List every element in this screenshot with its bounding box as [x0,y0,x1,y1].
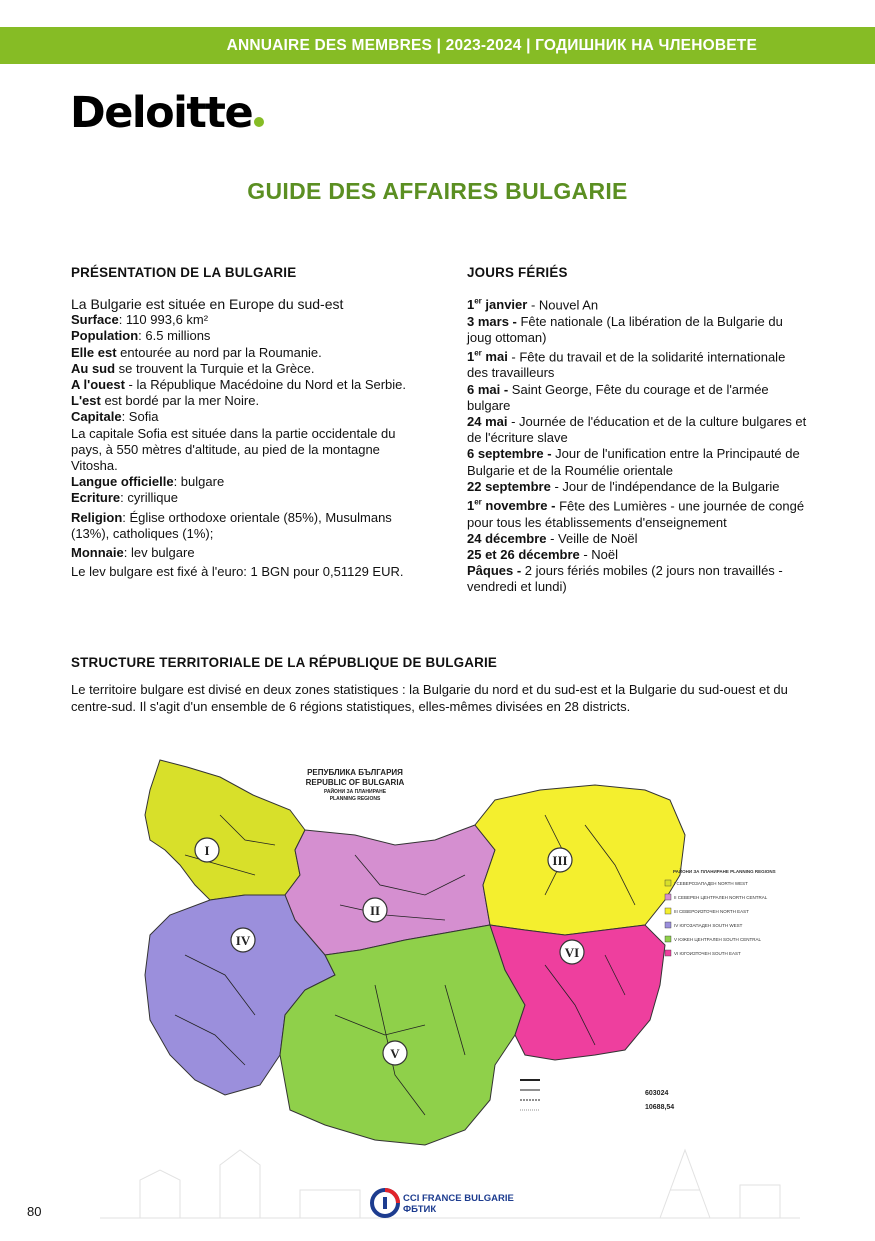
holiday-text: Fête des Lumières - une journée de congé pour tous les établissements d'enseignement [467,498,805,530]
legend-title: РАЙОНИ ЗА ПЛАНИРАНЕ PLANNING REGIONS [673,869,776,874]
region-label: II [369,903,381,918]
north-line: Elle est entourée au nord par la Roumanie. [71,344,322,360]
holiday-item [467,531,807,547]
holiday-item [467,294,807,314]
legend-item: V ЮЖЕН ЦЕНТРАЛЕН SOUTH CENTRAL [674,937,761,942]
language-line: Langue officielle: bulgare [71,474,225,490]
holiday-text: - Noël [579,547,619,563]
holiday-text: - Nouvel An [527,297,599,313]
holiday-item [467,346,807,382]
territory-text: Le territoire bulgare est divisé en deux zones statistiques : la Bulgarie du nord et du sud-est et la Bulgarie du sud-ouest et du centre-sud. Il s'agit d'un ensemble de 6 régions statistiques, elles-mêmes divisées en 28 districts. [71,682,788,714]
map-title-en: REPUBLIC OF BULGARIA [305,778,405,787]
legend-item: VI ЮГОИЗТОЧЕН SOUTH EAST [674,951,741,956]
holiday-date: 22 septembre [467,478,551,494]
logo-text: Deloitte [70,88,253,138]
legend-swatch [665,908,671,914]
holiday-date: Pâques - [467,563,522,579]
surface-line: Surface: 110 993,6 km² [71,312,209,328]
holiday-item [467,382,807,414]
legend-swatch [665,880,671,886]
legend-item: II СЕВЕРЕН ЦЕНТРАЛЕН NORTH CENTRAL [674,895,768,900]
legend-swatch [665,894,671,900]
holiday-text: Saint George, Fête du courage et de l'armée bulgare [467,381,769,413]
holiday-date: 3 mars - [467,313,517,329]
bulgaria-map [125,755,776,1150]
holidays-list [467,294,807,596]
page-title: GUIDE DES AFFAIRES BULGARIE [247,178,628,204]
holiday-text: - Veille de Noël [546,530,638,546]
presentation-body [71,296,416,580]
population-line: Population: 6.5 millions [71,328,211,344]
currency-line: Monnaie: lev bulgare [71,545,195,561]
holiday-date: 25 et 26 décembre [467,547,580,563]
page-number: 80 [27,1204,42,1219]
legend-swatch [665,950,671,956]
scale-value-2: 10688,54 [645,1104,675,1111]
holiday-date: 6 mai - [467,381,509,397]
capital-desc: La capitale Sofia est située dans la partie occidentale du pays, à 550 mètres d'altitude, au pied de la montagne Vitosha. [71,425,396,474]
region-label: IV [235,933,251,948]
holiday-text: 2 jours fériés mobiles (2 jours non travaillés - vendredi et lundi) [467,563,783,595]
region-label: VI [564,945,580,960]
holiday-date: 6 septembre - [467,446,552,462]
east-line: L'est est bordé par la mer Noire. [71,393,260,409]
map-scale-box [515,1073,674,1133]
holiday-item [467,563,807,595]
holiday-date: 24 décembre [467,530,547,546]
cci-text [403,1193,514,1215]
holiday-text: Jour de l'unification entre la Principauté de Bulgarie et de la Roumélie orientale [467,446,800,478]
cci-logo-block [370,1188,530,1220]
legend-swatch [665,922,671,928]
territory-heading: STRUCTURE TERRITORIALE DE LA RÉPUBLIQUE DE BULGARIE [71,655,498,670]
region-iii [475,785,685,935]
cci-emblem-icon [370,1188,400,1218]
logo-dot [254,117,264,127]
peg-line: Le lev bulgare est fixé à l'euro: 1 BGN pour 0,51129 EUR. [71,564,404,580]
cci-line-1: CCI FRANCE BULGARIE [403,1193,514,1204]
region-i [145,760,305,900]
deloitte-logo [70,88,264,138]
writing-line: Ecriture: cyrillique [71,490,178,506]
holidays-heading: JOURS FÉRIÉS [467,265,568,280]
map-title-bg: РЕПУБЛИКА БЪЛГАРИЯ [307,768,403,777]
holiday-text: - Jour de l'indépendance de la Bulgarie [550,478,780,494]
holiday-date: 1er janvier [467,297,528,313]
presentation-heading: PRÉSENTATION DE LA BULGARIE [71,265,297,280]
holiday-item [467,446,807,478]
south-line: Au sud se trouvent la Turquie et la Grèce. [71,360,315,376]
holiday-item [467,314,807,346]
legend-item: IV ЮГОЗАПАДЕН SOUTH WEST [674,923,743,928]
map-title-block [306,768,405,802]
legend-item: III СЕВЕРОИЗТОЧЕН NORTH EAST [674,909,749,914]
religion-line: Religion: Église orthodoxe orientale (85%), Musulmans (13%), catholiques (1%); [71,509,392,541]
region-label: V [390,1046,400,1061]
west-line: A l'ouest - la République Macédoine du Nord et la Serbie. [71,377,407,393]
scale-value-1: 603024 [645,1090,669,1097]
banner-text: ANNUAIRE DES MEMBRES | 2023-2024 | ГОДИШНИК НА ЧЛЕНОВЕТЕ [226,37,757,54]
map-legend [665,867,776,956]
holiday-text: - Journée de l'éducation et de la culture bulgares et de l'écriture slave [467,414,807,446]
holiday-date: 1er mai [467,348,508,365]
header-banner [0,27,875,64]
intro-text: La Bulgarie est située en Europe du sud-est [71,296,344,312]
holiday-text: - Fête du travail et de la solidarité internationale des travailleurs [467,349,786,381]
region-label: I [204,843,210,858]
legend-swatch [665,936,671,942]
holiday-item [467,547,807,563]
holiday-date: 24 mai [467,414,508,430]
holiday-item [467,495,807,531]
capital-line: Capitale: Sofia [71,409,159,425]
holiday-item [467,414,807,446]
holiday-date: 1er novembre - [467,498,556,514]
map-subtitle-bg: РАЙОНИ ЗА ПЛАНИРАНЕ [323,789,387,795]
holiday-text: Fête nationale (La libération de la Bulgarie du joug ottoman) [467,313,783,345]
cci-line-2: ФБТИК [403,1204,437,1215]
legend-item: I СЕВЕРОЗАПАДЕН NORTH WEST [674,881,748,886]
region-label: III [552,853,568,868]
map-subtitle-en: PLANNING REGIONS [329,796,381,802]
holiday-item [467,479,807,495]
